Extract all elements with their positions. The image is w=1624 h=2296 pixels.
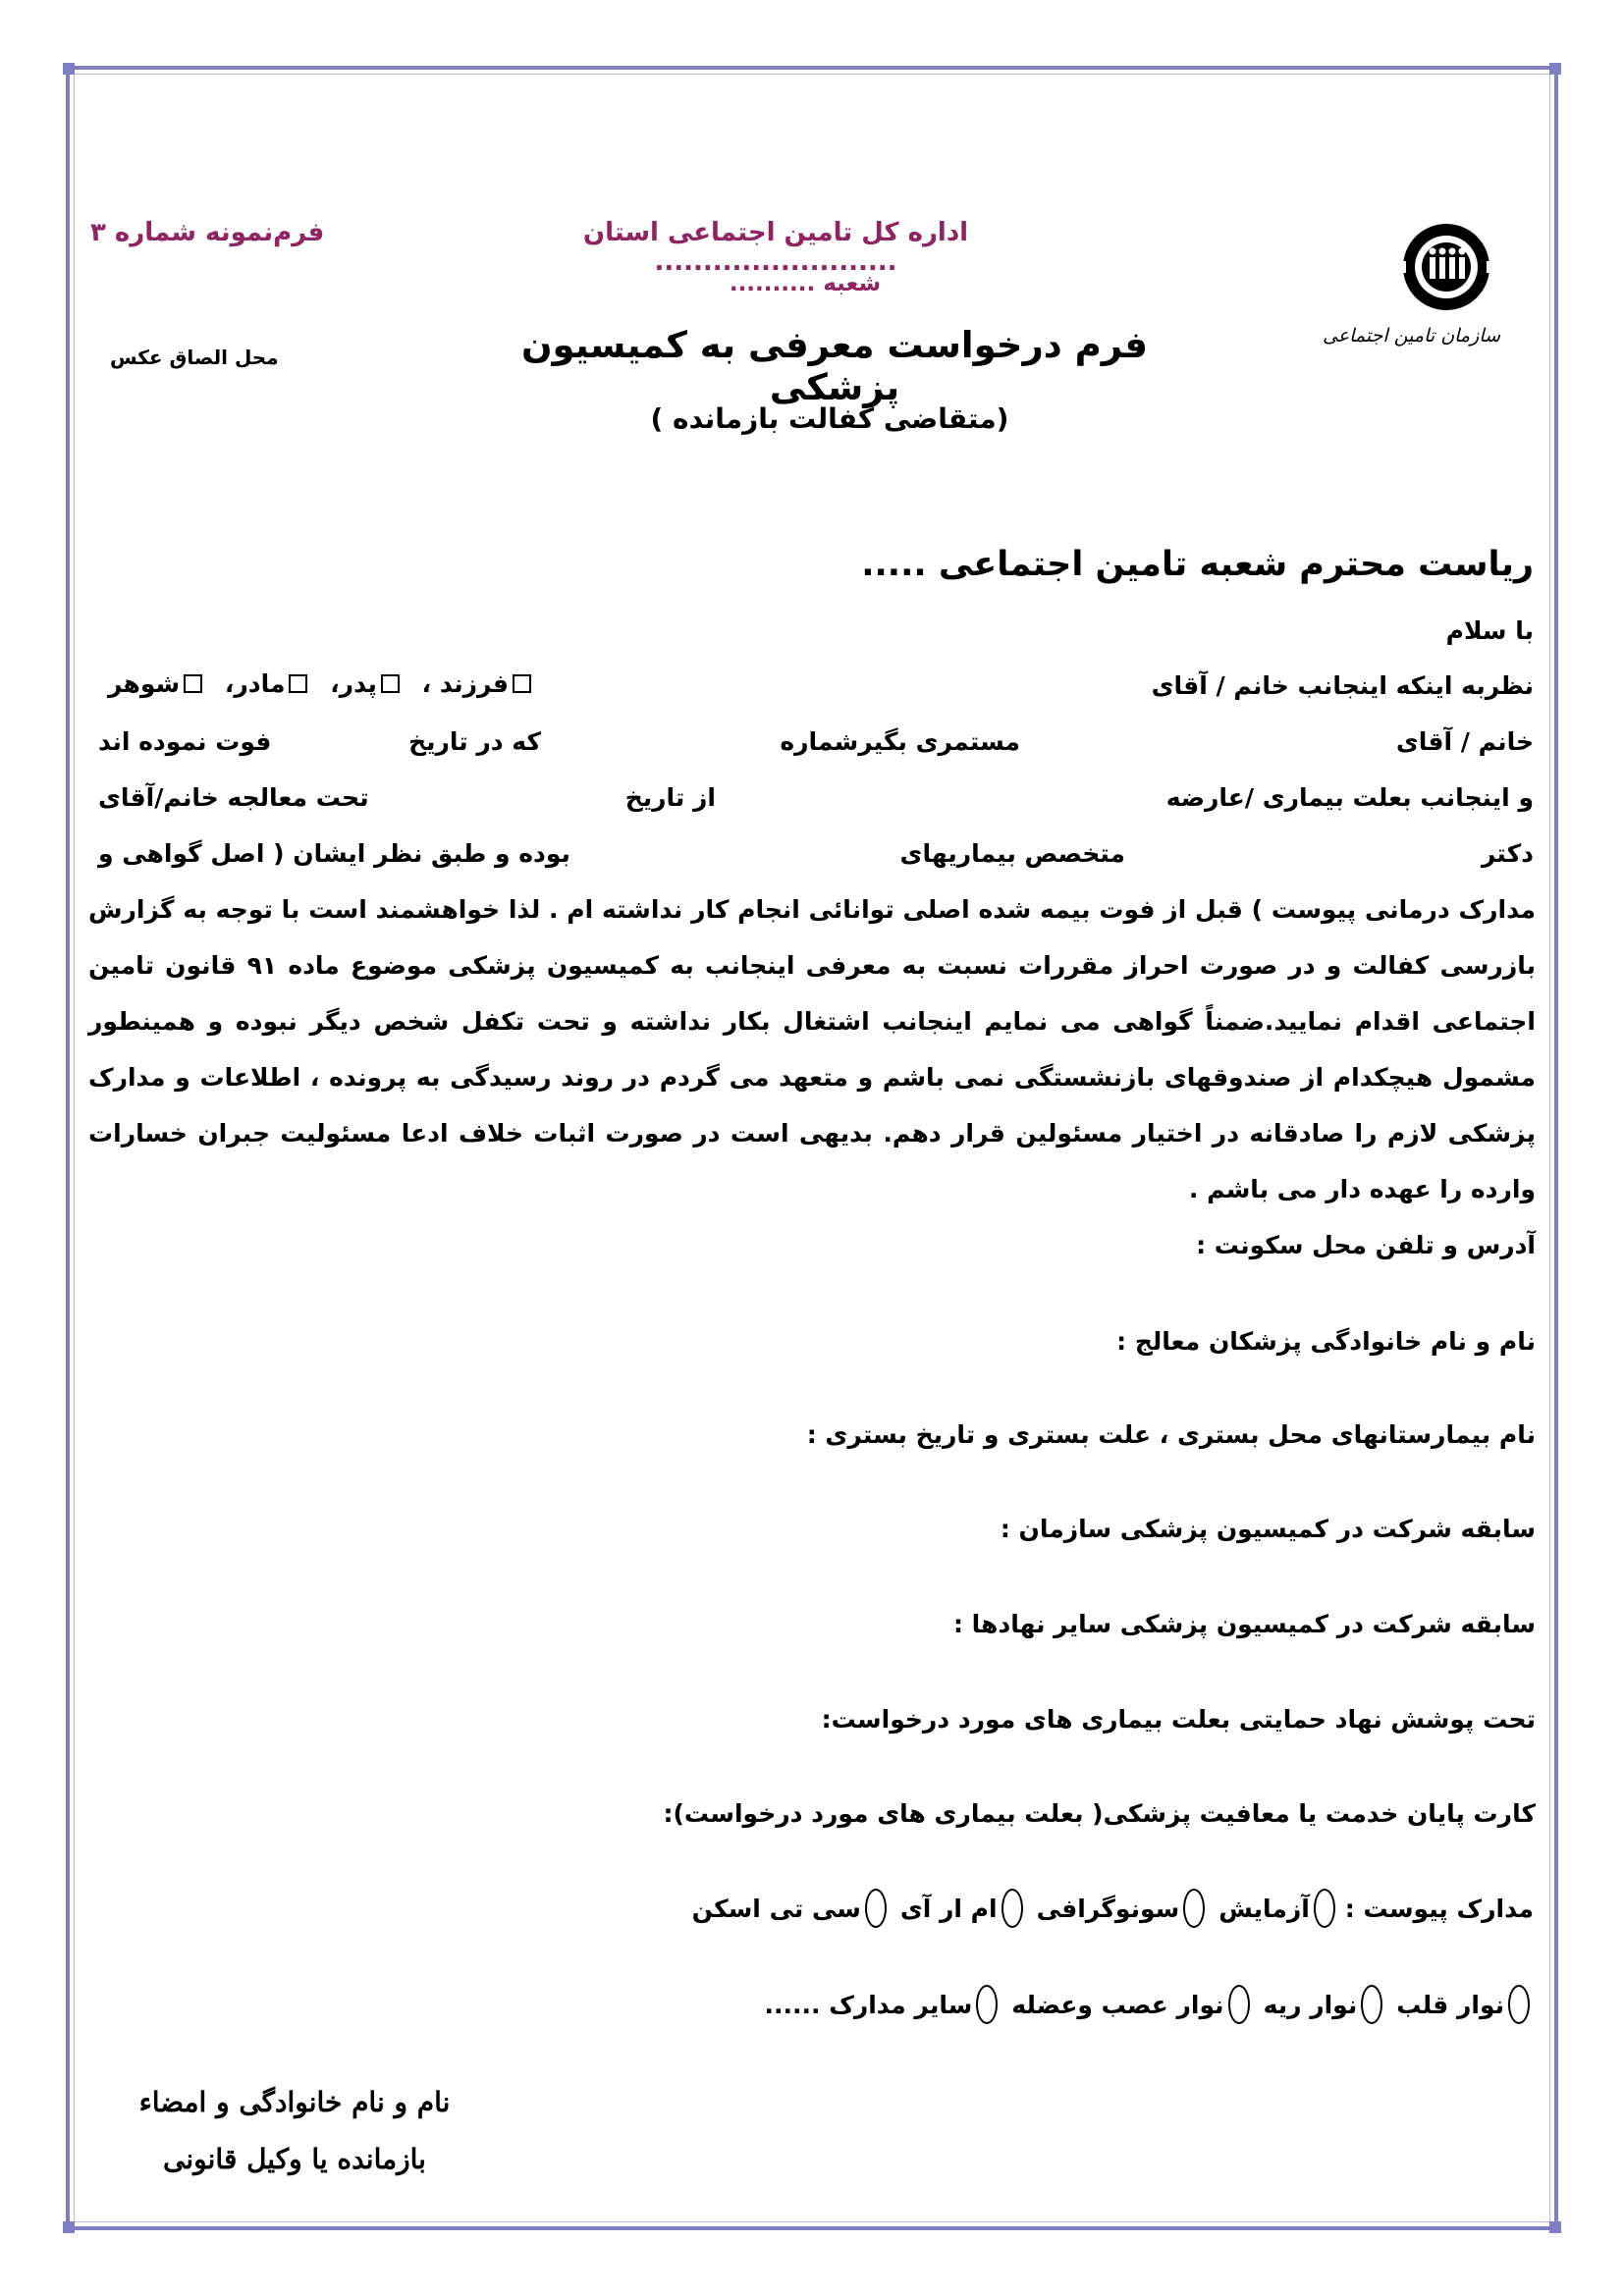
- death-date-label: که در تاریخ: [408, 727, 541, 756]
- under-treatment-label: تحت معالجه خانم/آقای: [98, 783, 369, 812]
- checkbox-icon[interactable]: [381, 674, 400, 693]
- border-corner: [63, 63, 75, 75]
- hospitals-field-label: نام بیمارستانهای محل بستری ، علت بستری و تاریخ بستری :: [806, 1420, 1536, 1449]
- office-line: اداره کل تامین اجتماعی استان .........................: [582, 218, 969, 277]
- from-date-label: از تاریخ: [624, 783, 716, 812]
- paragraph-line: وارده را عهده دار می باشم .: [1188, 1175, 1536, 1203]
- relation-options: [98, 669, 535, 699]
- attachment-other[interactable]: سایر مدارک ......: [765, 1985, 1002, 2024]
- paragraph-line: پزشکی لازم را صادقانه در اختیار مسئولین قرار دهم. بدیهی است در صورت اثبات خلاف ادعا مسئولیت جبران خسارات: [88, 1119, 1536, 1148]
- greeting: با سلام: [1445, 616, 1534, 645]
- pension-number-label: مستمری بگیرشماره: [780, 727, 1020, 756]
- signature-line-2: بازمانده یا وکیل قانونی: [163, 2143, 426, 2175]
- photo-place-label: محل الصاق عکس: [110, 346, 279, 369]
- deceased-suffix: فوت نموده اند: [98, 727, 272, 756]
- border-corner: [1549, 2221, 1561, 2233]
- deceased-label: خانم / آقای: [1395, 727, 1534, 756]
- attachments-row: [682, 1889, 1534, 1928]
- recipient-heading: ریاست محترم شعبه تامین اجتماعی .....: [861, 545, 1534, 584]
- applicant-label: نظربه اینکه اینجانب خانم / آقای: [1151, 671, 1534, 700]
- commission-other-label: سابقه شرکت در کمیسیون پزشکی سایر نهادها :: [952, 1610, 1536, 1638]
- opinion-label: بوده و طبق نظر ایشان ( اصل گواهی و: [98, 839, 570, 868]
- attachment-mri[interactable]: ام ار آی: [900, 1889, 1027, 1928]
- doctor-label: دکتر: [1481, 839, 1534, 868]
- social-security-logo: [1322, 218, 1500, 355]
- radio-oval-icon[interactable]: [1314, 1889, 1335, 1928]
- form-title: فرم درخواست معرفی به کمیسیون پزشکی: [520, 324, 1149, 408]
- radio-oval-icon[interactable]: [1228, 1985, 1250, 2024]
- paragraph-line: اجتماعی اقدام نمایید.ضمناً گواهی می نمایم اینجانب اشتغال بکار نداشته و تحت تکفل شخص دیگر نبوده و همینطور: [88, 1007, 1536, 1036]
- radio-oval-icon[interactable]: [1183, 1889, 1205, 1928]
- form-subtitle: (متقاضی کفالت بازمانده ): [650, 402, 1009, 435]
- checkbox-icon[interactable]: [184, 674, 202, 693]
- radio-oval-icon[interactable]: [1001, 1889, 1023, 1928]
- relation-mother[interactable]: مادر،: [225, 669, 312, 698]
- branch-line: شعبه ..........: [729, 271, 882, 296]
- military-card-label: کارت پایان خدمت یا معافیت پزشکی( بعلت بیماری های مورد درخواست):: [663, 1799, 1536, 1828]
- attachment-lung-tape[interactable]: نوار ریه: [1264, 1985, 1387, 2024]
- commission-org-label: سابقه شرکت در کمیسیون پزشکی سازمان :: [1000, 1515, 1536, 1543]
- doctors-field-label: نام و نام خانوادگی پزشکان معالج :: [1116, 1327, 1536, 1356]
- paragraph-line: بازرسی کفالت و در صورت احراز مقررات نسبت به معرفی اینجانب به کمیسیون پزشکی موضوع ماده ۹۱ قانون تامین: [88, 951, 1536, 980]
- radio-oval-icon[interactable]: [976, 1985, 998, 2024]
- attachment-ecg[interactable]: نوار قلب: [1396, 1985, 1534, 2024]
- support-org-label: تحت پوشش نهاد حمایتی بعلت بیماری های مورد درخواست:: [821, 1705, 1536, 1734]
- address-field-label: آدرس و تلفن محل سکونت :: [1196, 1231, 1536, 1259]
- signature-line-1: نام و نام خانوادگی و امضاء: [138, 2086, 451, 2118]
- attachments-row: [755, 1985, 1534, 2024]
- radio-oval-icon[interactable]: [1508, 1985, 1530, 2024]
- attachment-sonography[interactable]: سونوگرافی: [1037, 1889, 1210, 1928]
- paragraph-line: مشمول هیچکدام از صندوقهای بازنشستگی نمی باشم و متعهد می گردم در روند رسیدگی به پرونده ، اطلاعات و مدارک: [88, 1063, 1536, 1092]
- checkbox-icon[interactable]: [513, 674, 531, 693]
- specialist-label: متخصص بیماریهای: [899, 839, 1125, 868]
- form-number: فرم‌نمونه شماره ۳: [90, 218, 325, 247]
- attachment-emg[interactable]: نوار عصب وعضله: [1011, 1985, 1253, 2024]
- border-corner: [1549, 63, 1561, 75]
- radio-oval-icon[interactable]: [865, 1889, 887, 1928]
- relation-child[interactable]: فرزند ،: [422, 669, 535, 698]
- checkbox-icon[interactable]: [289, 674, 307, 693]
- attachment-ct-scan[interactable]: سی تی اسکن: [692, 1889, 891, 1928]
- logo-emblem-icon: [1392, 218, 1500, 321]
- logo-text: سازمان تامین اجتماعی: [1322, 325, 1500, 347]
- attachment-lab-test[interactable]: آزمایش: [1218, 1889, 1339, 1928]
- attachments-label: مدارک پیوست :: [1344, 1894, 1534, 1923]
- radio-oval-icon[interactable]: [1361, 1985, 1382, 2024]
- border-corner: [63, 2221, 75, 2233]
- paragraph-line: مدارک درمانی پیوست ) قبل از فوت بیمه شده اصلی توانائی انجام کار نداشته ام . لذا خواهشمند است با توجه به گزارش: [88, 895, 1536, 924]
- relation-father[interactable]: پدر،: [330, 669, 404, 698]
- relation-husband[interactable]: شوهر: [108, 669, 206, 698]
- illness-label: و اینجانب بعلت بیماری /عارضه: [1165, 783, 1534, 812]
